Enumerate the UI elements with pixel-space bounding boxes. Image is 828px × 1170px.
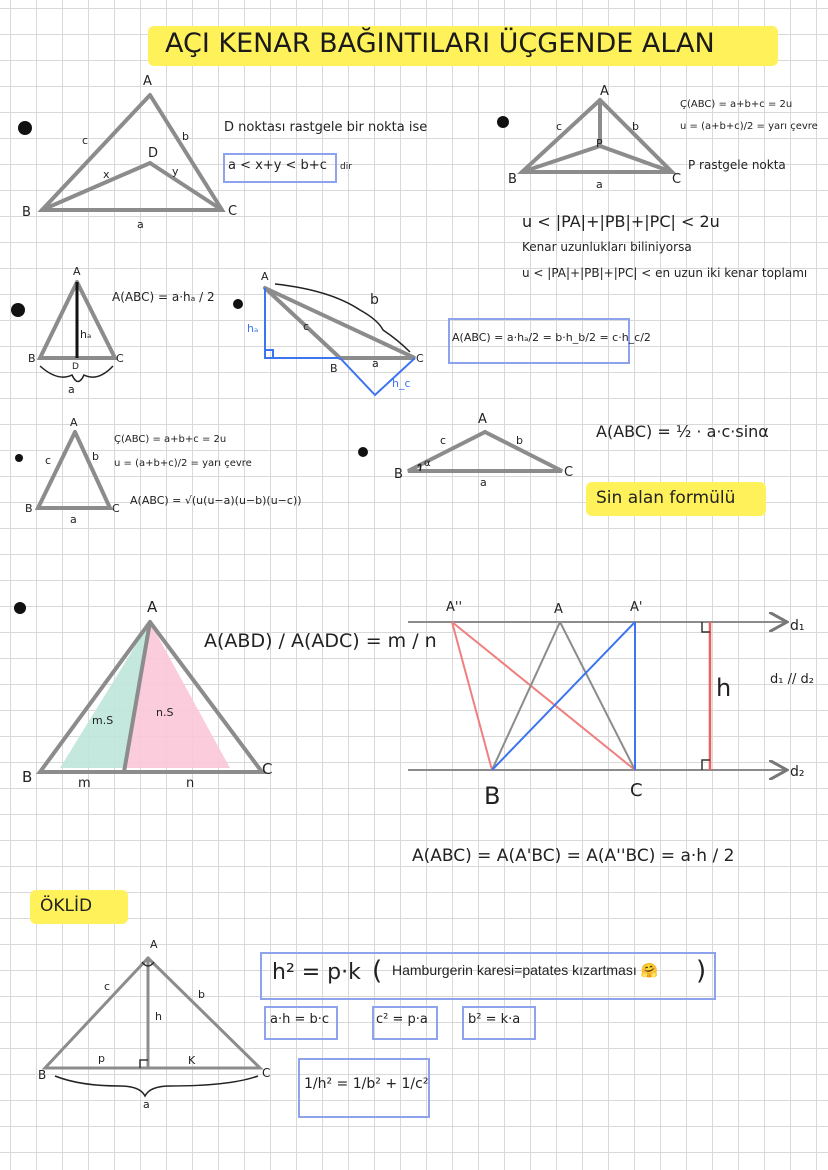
side-c: c	[303, 320, 310, 333]
oklid-r2: c² = p·a	[376, 1012, 428, 1027]
side-a: a	[70, 513, 77, 526]
side-y: y	[172, 165, 179, 178]
s5-semi-perimeter: u = (a+b+c)/2 = yarı çevre	[114, 458, 252, 469]
point-A: A	[70, 416, 78, 429]
side-c: c	[82, 134, 89, 147]
s2-semi-perimeter: u = (a+b+c)/2 = yarı çevre	[680, 121, 818, 132]
side-a: a	[68, 383, 75, 396]
s5-perimeter: Ç(ABC) = a+b+c = 2u	[114, 434, 227, 445]
side-b: b	[182, 130, 189, 143]
side-b: b	[92, 450, 99, 463]
side-a: a	[372, 357, 379, 370]
side-b: b	[198, 988, 205, 1001]
s1-inequality: a < x+y < b+c	[228, 158, 327, 173]
s7-left-area: m.S	[92, 714, 114, 727]
point-A: A	[147, 598, 158, 616]
point-B: B	[330, 362, 338, 375]
side-h: h	[155, 1010, 162, 1023]
s2-perimeter: Ç(ABC) = a+b+c = 2u	[680, 99, 793, 110]
side-c: c	[45, 454, 52, 467]
oklid-r3: b² = k·a	[468, 1012, 521, 1027]
side-m: m	[78, 776, 91, 791]
side-b: b	[632, 120, 639, 133]
point-D: D	[72, 362, 79, 372]
oklid-label: ÖKLİD	[40, 896, 93, 916]
point-A: A	[600, 84, 609, 99]
point-B: B	[22, 768, 33, 786]
s7-right-area: n.S	[156, 706, 174, 719]
point-A: A	[150, 938, 158, 951]
angle-alpha: α	[424, 458, 431, 469]
point-C: C	[262, 1066, 271, 1080]
point-B: B	[22, 205, 31, 220]
side-k: K	[188, 1054, 196, 1067]
point-C: C	[112, 502, 120, 515]
point-C: C	[262, 760, 273, 778]
side-c: c	[556, 120, 563, 133]
point-B: B	[38, 1068, 47, 1082]
page-title-text: AÇI KENAR BAĞINTILARI ÜÇGENDE ALAN	[165, 28, 715, 59]
point-A: A	[478, 412, 487, 427]
oklid-r1: a·h = b·c	[270, 1012, 330, 1027]
s1-description: D noktası rastgele bir nokta ise	[224, 120, 428, 135]
point-A2: A''	[446, 600, 463, 615]
point-B: B	[28, 352, 36, 365]
s3-area-formula: A(ABC) = a·hₐ / 2	[112, 290, 215, 304]
s6-sine-formula: A(ABC) = ½ · a·c·sinα	[596, 422, 769, 441]
side-c: c	[104, 980, 111, 993]
s4-area-formula: A(ABC) = a·hₐ/2 = b·h_b/2 = c·h_c/2	[452, 331, 651, 344]
side-b: b	[516, 434, 523, 447]
side-a: a	[480, 476, 487, 489]
line-d1: d₁	[790, 618, 805, 634]
side-a: a	[137, 218, 144, 231]
point-C: C	[416, 352, 424, 365]
point-C: C	[630, 780, 643, 801]
oklid-paren-open: (	[372, 956, 383, 986]
point-A: A	[143, 74, 152, 89]
s1-inequality-suffix: dir	[340, 162, 352, 172]
side-a: a	[143, 1098, 150, 1111]
side-p: p	[98, 1052, 105, 1065]
side-n: n	[186, 776, 195, 791]
point-C: C	[116, 352, 124, 365]
point-A: A	[261, 270, 269, 283]
point-A: A	[554, 602, 563, 617]
s2-known-sides: Kenar uzunlukları biliniyorsa	[522, 240, 692, 254]
side-hc: h_c	[392, 377, 411, 390]
point-B: B	[508, 172, 517, 187]
oklid-fun-note: Hamburgerin karesi=patates kızartması 🤗	[392, 962, 659, 978]
point-C: C	[672, 172, 682, 187]
side-b: b	[370, 292, 379, 308]
oklid-r4: 1/h² = 1/b² + 1/c²	[304, 1076, 429, 1092]
s2-p-note: P rastgele nokta	[688, 158, 786, 172]
s8-parallel-note: d₁ // d₂	[770, 672, 814, 687]
s7-ratio: A(ABD) / A(ADC) = m / n	[204, 630, 437, 652]
side-c: c	[440, 434, 447, 447]
point-P: P	[596, 137, 603, 150]
point-B: B	[484, 782, 501, 810]
point-A1: A'	[630, 600, 643, 615]
line-d2: d₂	[790, 764, 805, 780]
side-ha: hₐ	[80, 328, 92, 341]
side-a: a	[596, 178, 603, 191]
point-B: B	[25, 502, 33, 515]
point-C: C	[564, 465, 574, 480]
side-x: x	[103, 168, 110, 181]
s5-heron-formula: A(ABC) = √(u(u−a)(u−b)(u−c))	[130, 494, 302, 507]
side-ha: hₐ	[247, 322, 259, 335]
oklid-paren-close: )	[696, 956, 707, 986]
s8-area-equality: A(ABC) = A(A'BC) = A(A''BC) = a·h / 2	[412, 846, 735, 866]
s2-inequality-1: u < |PA|+|PB|+|PC| < 2u	[522, 212, 720, 231]
point-B: B	[394, 467, 403, 482]
point-A: A	[73, 265, 81, 278]
s2-inequality-2: u < |PA|+|PB|+|PC| < en uzun iki kenar toplamı	[522, 266, 808, 280]
side-h: h	[716, 674, 732, 702]
point-D: D	[148, 146, 159, 161]
s6-note: Sin alan formülü	[596, 488, 736, 508]
point-C: C	[228, 204, 238, 219]
oklid-main: h² = p·k	[272, 960, 361, 985]
